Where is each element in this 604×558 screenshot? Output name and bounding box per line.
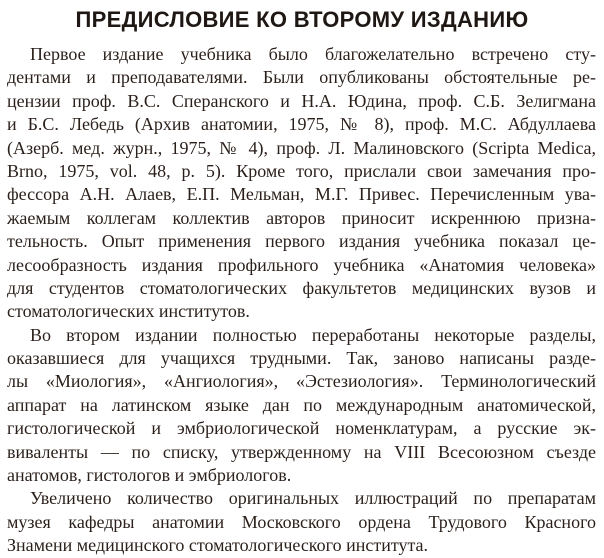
text-line: (Азерб. мед. журн., 1975, № 4), проф. Л. Малиновского (Scripta Medica, bbox=[7, 137, 596, 158]
paragraph-3 bbox=[7, 487, 596, 557]
text-line: цензии проф. В.С. Сперанского и Н.А. Юдина, проф. С.Б. Зелигмана bbox=[7, 90, 596, 111]
text-line: лесообразность издания профильного учебника «Анатомия человека» bbox=[7, 254, 596, 275]
text-line: стоматологических институтов. bbox=[7, 301, 250, 322]
text-line: музея кафедры анатомии Московского ордена Трудового Красного bbox=[7, 511, 596, 532]
text-line: Знамени медицинского стоматологического института. bbox=[7, 535, 429, 556]
text-line: оказавшиеся для учащихся трудными. Так, заново написаны разде- bbox=[7, 348, 596, 369]
page-title: ПРЕДИСЛОВИЕ КО ВТОРОМУ ИЗДАНИЮ bbox=[75, 7, 529, 32]
text-line: гистологической и эмбриологической номенклатурам, а русские эк- bbox=[7, 418, 596, 439]
text-line: фессора А.Н. Алаев, Е.П. Мельман, М.Г. Привес. Перечисленным ува- bbox=[7, 184, 596, 205]
text-line: и Б.С. Лебедь (Архив анатомии, 1975, № 8), проф. М.С. Абдуллаева bbox=[7, 114, 596, 135]
body-text bbox=[0, 43, 604, 558]
paragraph-1 bbox=[7, 43, 596, 324]
text-line: лы «Миология», «Ангиология», «Эстезиология». Терминологический bbox=[7, 371, 596, 392]
text-line: Во втором издании полностью переработаны некоторые разделы, bbox=[30, 324, 596, 345]
text-line: для студентов стоматологических факультетов медицинских вузов и bbox=[7, 277, 596, 298]
paragraph-2 bbox=[7, 324, 596, 488]
text-line: тельность. Опыт применения первого издания учебника показал це- bbox=[7, 231, 596, 252]
text-line: дентами и преподавателями. Были опубликованы обстоятельные ре- bbox=[7, 67, 596, 88]
text-line: Brno, 1975, vol. 48, p. 5). Кроме того, прислали свои замечания про- bbox=[7, 160, 596, 181]
text-line: анатомов, гистологов и эмбриологов. bbox=[7, 465, 292, 486]
text-line: Увеличено количество оригинальных иллюстраций по препаратам bbox=[30, 488, 596, 509]
text-line: Первое издание учебника было благожелательно встречено сту- bbox=[30, 44, 596, 64]
text-line: виваленты — по списку, утвержденному на VIII Всесоюзном съезде bbox=[7, 441, 596, 462]
text-line: аппарат на латинском языке дан по международным анатомической, bbox=[7, 394, 596, 415]
text-line: жаемым коллегам коллектив авторов приносит искреннюю призна- bbox=[7, 207, 596, 228]
